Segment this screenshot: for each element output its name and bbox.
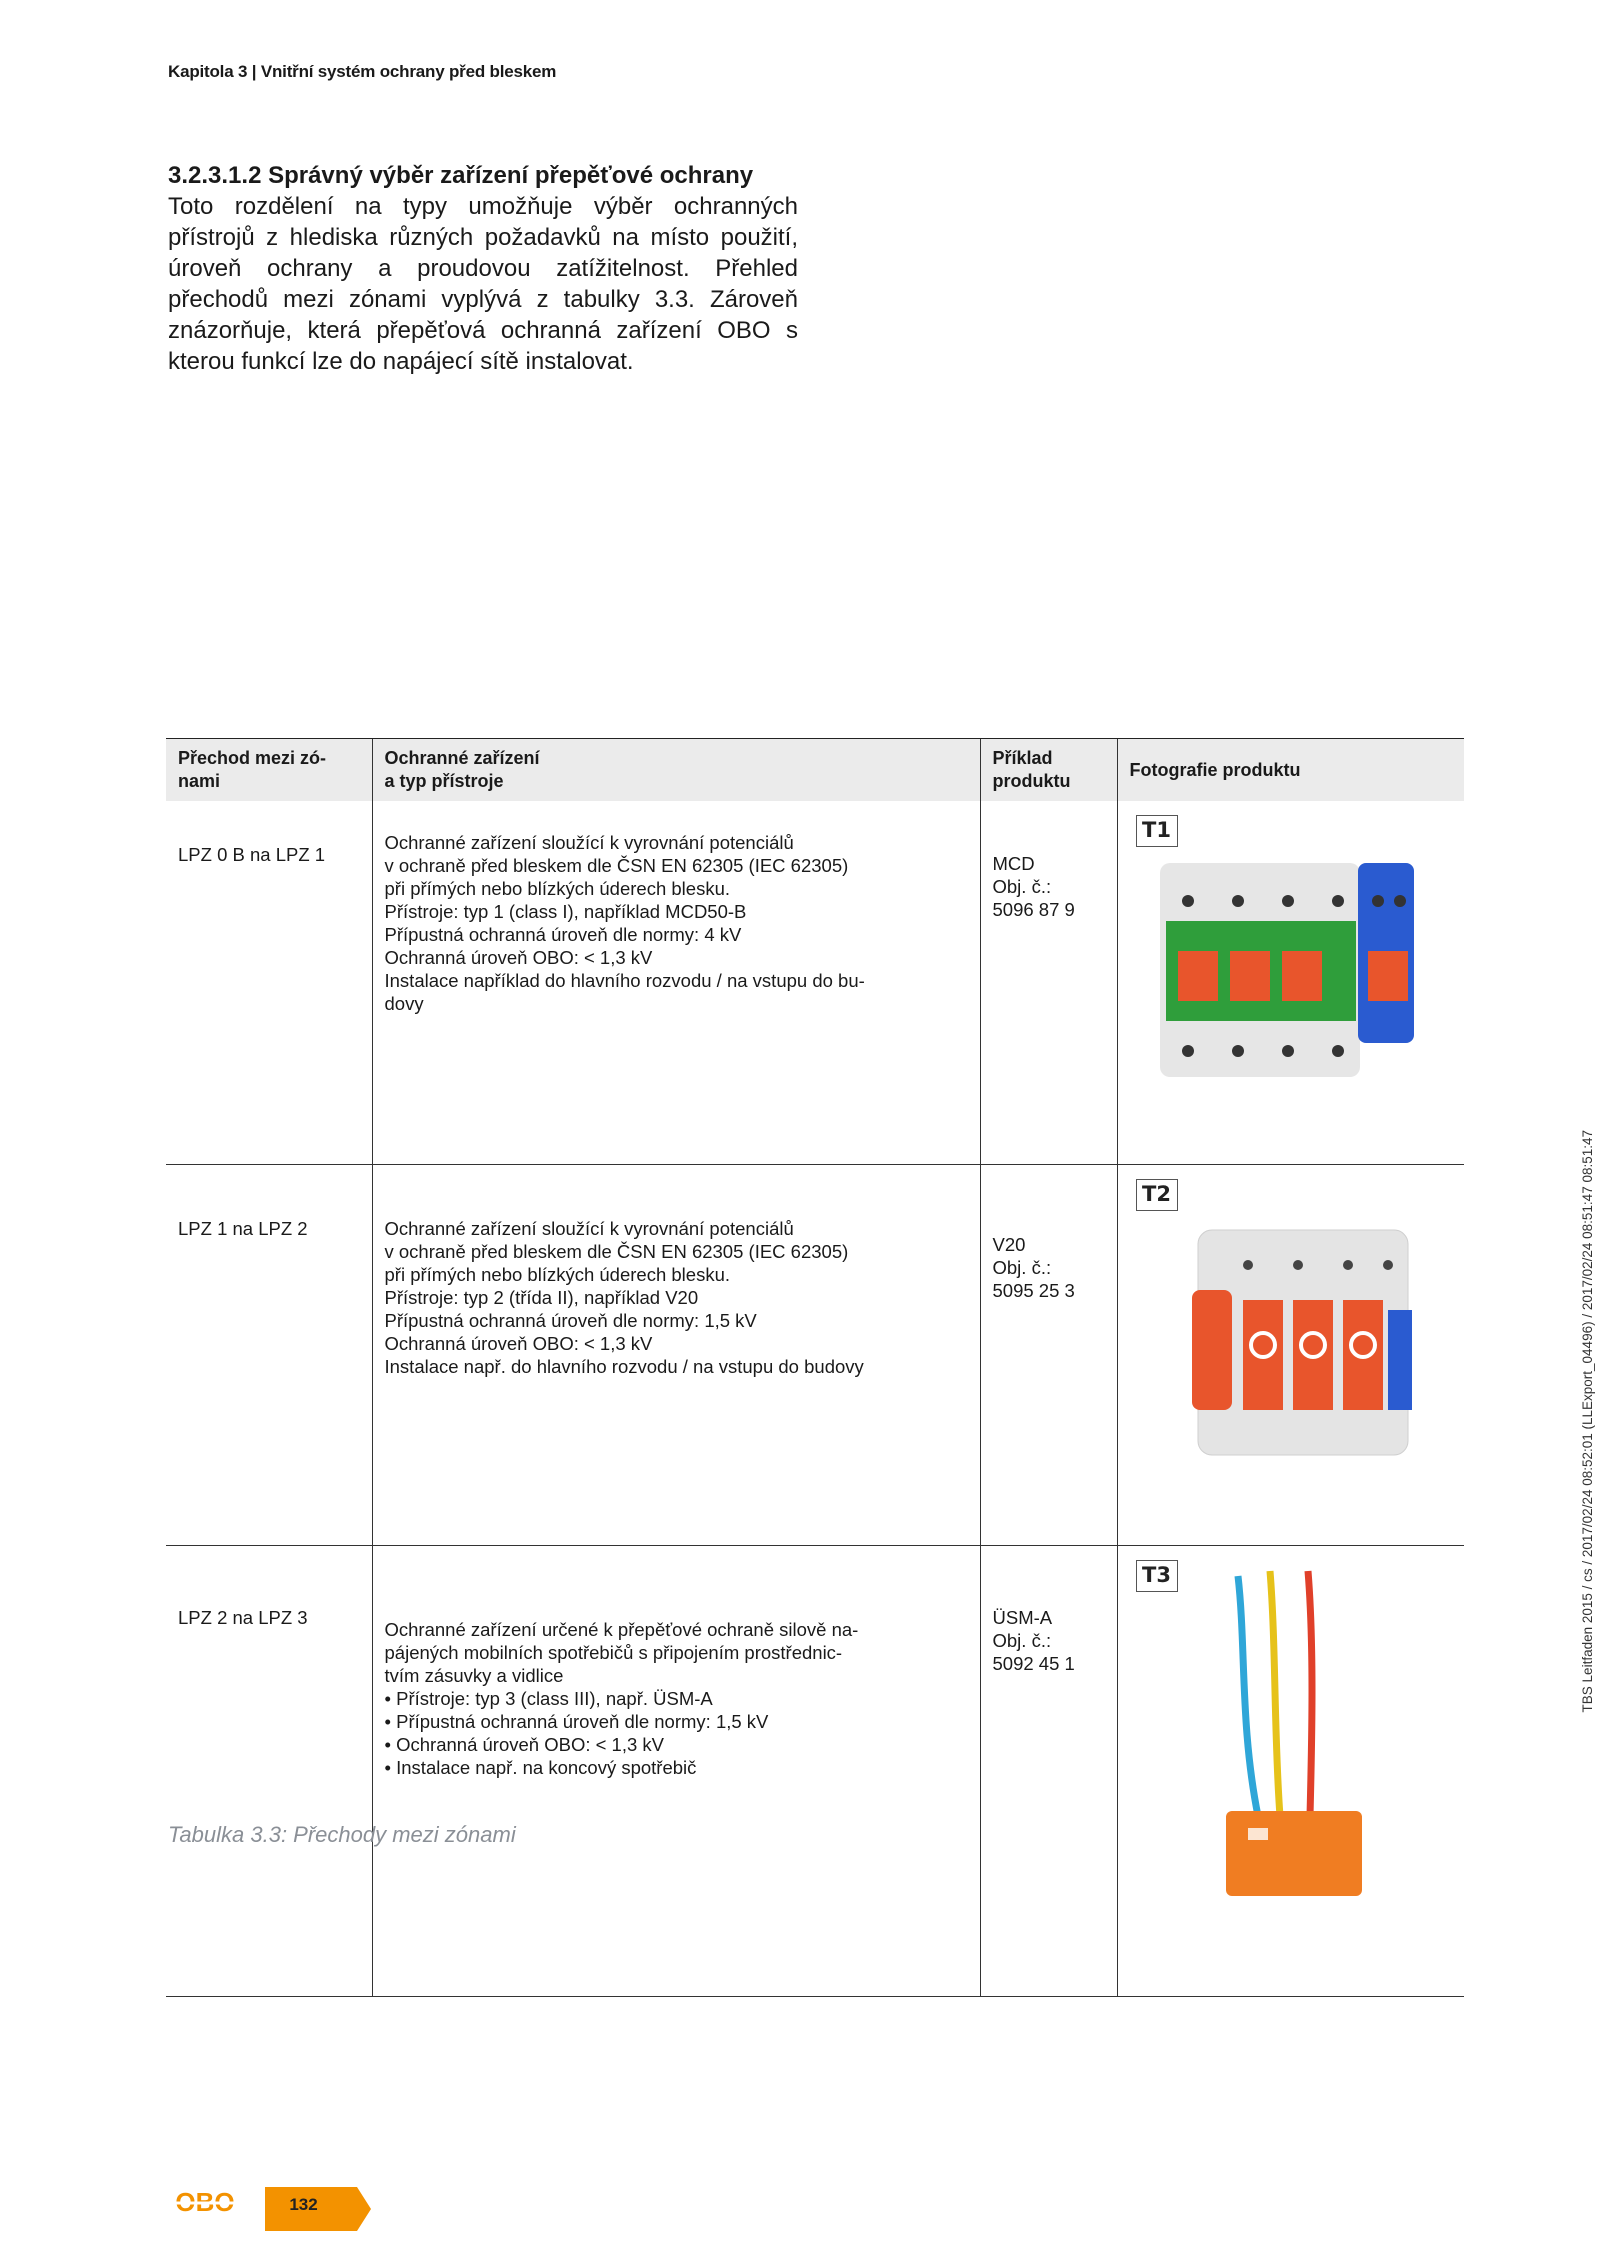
product-name: ÜSM-A <box>992 1607 1053 1628</box>
photo-cell <box>1117 1546 1464 1997</box>
desc-line: Přípustná ochranná úroveň dle normy: 4 kV <box>384 924 742 945</box>
desc-line: Instalace například do hlavního rozvodu / na vstupu do bu- <box>384 970 865 991</box>
zones-table <box>166 738 1464 1997</box>
type-badge: T2 <box>1136 1179 1178 1211</box>
desc-line: tvím zásuvky a vidlice <box>384 1665 564 1686</box>
type-badge: T3 <box>1136 1560 1178 1592</box>
header-example-line: Příklad <box>992 748 1053 768</box>
desc-line: Ochranné zařízení sloužící k vyrovnání potenciálů <box>384 1218 794 1239</box>
desc-line: Přístroje: typ 2 (třída II), například V20 <box>384 1287 699 1308</box>
bullet-item: • Ochranná úroveň OBO: < 1,3 kV <box>385 1733 968 1756</box>
product-order-number: 5096 87 9 <box>992 899 1075 920</box>
page-number: 132 <box>289 2195 318 2214</box>
desc-cell <box>372 1165 980 1546</box>
desc-line: Ochranné zařízení určené k přepěťové ochraně silově na- <box>384 1619 859 1640</box>
table-header-row <box>166 739 1464 802</box>
obo-logo-text: OBO <box>175 2188 235 2217</box>
desc-line: v ochraně před bleskem dle ČSN EN 62305 (IEC 62305) <box>384 1241 849 1262</box>
header-example <box>980 739 1117 802</box>
desc-line: Instalace např. do hlavního rozvodu / na vstupu do budovy <box>384 1356 864 1377</box>
v20-device-image <box>1188 1220 1428 1460</box>
zone-label: LPZ 0 B na LPZ 1 <box>178 844 326 865</box>
desc-cell <box>372 801 980 1165</box>
obo-logo <box>162 2188 248 2218</box>
sidebar-export-info: TBS Leitfaden 2015 / cs / 2017/02/24 08:52:01 (LLExport_04496) / 2017/02/24 08:51:47 08:51:47 <box>1580 1130 1595 1713</box>
bullet-item: • Přístroje: typ 3 (class III), např. ÜSM-A <box>385 1687 968 1710</box>
desc-line: Ochranné zařízení sloužící k vyrovnání potenciálů <box>384 832 794 853</box>
desc-line: Ochranná úroveň OBO: < 1,3 kV <box>384 1333 653 1354</box>
product-photo-mcd <box>1118 801 1465 1164</box>
zone-cell <box>166 1546 372 1997</box>
product-photo-usm <box>1118 1546 1465 1996</box>
desc-line: v ochraně před bleskem dle ČSN EN 62305 (IEC 62305) <box>384 855 849 876</box>
zone-label: LPZ 2 na LPZ 3 <box>178 1607 308 1628</box>
section-title: 3.2.3.1.2 Správný výběr zařízení přepěťové ochrany <box>168 162 754 189</box>
table-caption: Tabulka 3.3: Přechody mezi zónami <box>168 1822 516 1847</box>
bullet-item: • Přípustná ochranná úroveň dle normy: 1,5 kV <box>385 1710 968 1733</box>
product-order-number: 5092 45 1 <box>992 1653 1075 1674</box>
product-cell <box>980 1165 1117 1546</box>
header-device <box>372 739 980 802</box>
zone-cell <box>166 801 372 1165</box>
desc-line: pájených mobilních spotřebičů s připojením prostřednic- <box>384 1642 843 1663</box>
photo-cell <box>1117 801 1464 1165</box>
section <box>168 160 798 377</box>
header-example-line: produktu <box>992 771 1071 791</box>
desc-line: při přímých nebo blízkých úderech blesku. <box>384 878 731 899</box>
header-zone <box>166 739 372 802</box>
product-order-number: 5095 25 3 <box>992 1280 1075 1301</box>
table-row <box>166 801 1464 1165</box>
table-row <box>166 1546 1464 1997</box>
desc-line: Přípustná ochranná úroveň dle normy: 1,5 kV <box>384 1310 757 1331</box>
zone-label: LPZ 1 na LPZ 2 <box>178 1218 308 1239</box>
desc-line: při přímých nebo blízkých úderech blesku. <box>384 1264 731 1285</box>
section-body: Toto rozdělení na typy umožňuje výběr ochranných přístrojů z hlediska různých požadavků na místo použití, úroveň ochrany a proudovou zatížitelnost. Přehled přechodů mezi zónami vyplývá z tabulky 3.3. Zároveň znázorňuje, která přepěťová ochranná zařízení OBO s kterou funkcí lze do napájecí sítě instalovat. <box>168 193 798 375</box>
header-device-line: a typ přístroje <box>384 771 504 791</box>
desc-line: Přístroje: typ 1 (class I), například MCD50-B <box>384 901 747 922</box>
header-device-line: Ochranné zařízení <box>384 748 540 768</box>
photo-cell <box>1117 1165 1464 1546</box>
product-order-label: Obj. č.: <box>992 876 1052 897</box>
type-badge: T1 <box>1136 815 1178 847</box>
desc-line: Ochranná úroveň OBO: < 1,3 kV <box>384 947 653 968</box>
desc-line: dovy <box>384 993 424 1014</box>
zone-cell <box>166 1165 372 1546</box>
product-cell <box>980 801 1117 1165</box>
product-photo-v20 <box>1118 1165 1465 1545</box>
chapter-header: Kapitola 3 | Vnitřní systém ochrany před bleskem <box>168 62 557 81</box>
usm-device-image <box>1218 1566 1368 1906</box>
mcd-device-image <box>1158 861 1418 1081</box>
product-order-label: Obj. č.: <box>992 1257 1052 1278</box>
header-zone-label: Přechod mezi zó- nami <box>178 748 327 791</box>
header-photo: Fotografie produktu <box>1117 739 1464 802</box>
table-row <box>166 1165 1464 1546</box>
product-name: MCD <box>992 853 1035 874</box>
bullet-item: • Instalace např. na koncový spotřebič <box>385 1756 968 1779</box>
product-name: V20 <box>992 1234 1026 1255</box>
product-order-label: Obj. č.: <box>992 1630 1052 1651</box>
product-cell <box>980 1546 1117 1997</box>
desc-cell <box>372 1546 980 1997</box>
